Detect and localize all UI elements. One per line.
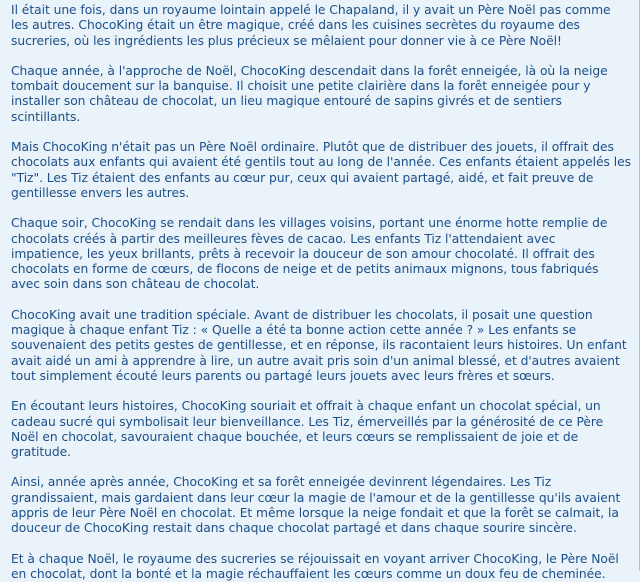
story-paragraph-2: Chaque année, à l'approche de Noël, ChocoKing descendait dans la forêt enneigée, là où la neige tombait doucement sur la banquise. Il choisit une petite clairière dans la forêt enneigée pour y installer son château de chocolat, un lieu magique entouré de sapins givrés et de sentiers scintillants.	[11, 63, 608, 124]
story-paragraph-8: Et à chaque Noël, le royaume des sucreries se réjouissait en voyant arriver ChocoKing, le Père Noël en chocolat, dont la bonté et la magie réchauffaient les cœurs comme un doux feu de cheminée.	[11, 551, 619, 581]
story-paragraph-6: En écoutant leurs histoires, ChocoKing souriait et offrait à chaque enfant un chocolat spécial, un cadeau sucré qui symbolisait leur bienveillance. Les Tiz, émerveillés par la générosité de ce Père Noël en chocolat, savouraient chaque bouchée, et leurs cœurs se remplissaient de joie et de gratitude.	[11, 399, 604, 460]
story-paragraph-3: Mais ChocoKing n'était pas un Père Noël ordinaire. Plutôt que de distribuer des jouets, il offrait des chocolats aux enfants qui avaient été gentils tout au long de l'année. Ces enfants étaient appelés les "Tiz". Les Tiz étaient des enfants au cœur pur, ceux qui avaient partagé, aidé, et fait preuve de gentillesse envers les autres.	[11, 140, 631, 200]
story-paragraph-1: Il était une fois, dans un royaume lointain appelé le Chapaland, il y avait un Père Noël pas comme les autres. ChocoKing était un être magique, créé dans les cuisines secrètes du royaume des sucreries, où les ingrédients les plus précieux se mêlaient pour donner vie à ce Père Noël!	[11, 3, 611, 48]
story-paragraph-4: Chaque soir, ChocoKing se rendait dans les villages voisins, portant une énorme hotte remplie de chocolats créés à partir des meilleures fèves de cacao. Les enfants Tiz l'attendaient avec impatience, les yeux brillants, prêts à recevoir la douceur de son amour chocolaté. Il offrait des chocolats en forme de cœurs, de flocons de neige et de petits animaux mignons, tous fabriqués avec soin dans son château de chocolat.	[11, 216, 608, 292]
story-paragraph-7: Ainsi, année après année, ChocoKing et sa forêt enneigée devinrent légendaires. Les Tiz grandissaient, mais gardaient dans leur cœur la magie de l'amour et de la gentillesse qu'ils avaient appris de leur Père Noël en chocolat. Et même lorsque la neige fondait et que la forêt se calmait, la douceur de ChocoKing restait dans chaque chocolat partagé et dans chaque sourire sincère.	[11, 475, 621, 536]
story-paragraph-5: ChocoKing avait une tradition spéciale. Avant de distribuer les chocolats, il posait une question magique à chaque enfant Tiz : « Quelle a été ta bonne action cette année ? » Les enfants se souvenaient des petits gestes de gentillesse, et en réponse, ils racontaient leurs histoires. Un enfant avait aidé un ami à apprendre à lire, un autre avait pris soin d'un animal blessé, et d'autres avaient tout simplement écouté leurs parents ou partagé leurs jouets avec leurs frères et sœurs.	[11, 307, 627, 383]
